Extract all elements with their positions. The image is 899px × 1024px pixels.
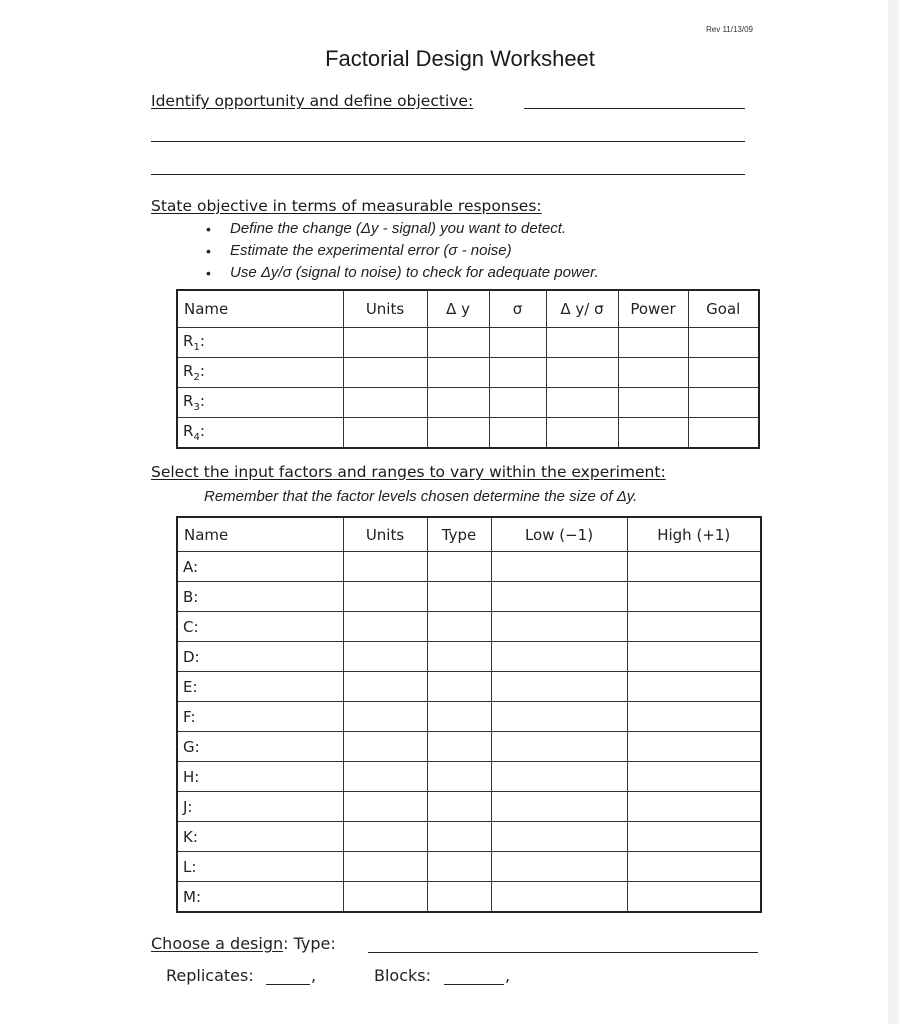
cell-goal[interactable] bbox=[688, 358, 759, 388]
cell-signal-noise[interactable] bbox=[546, 358, 618, 388]
cell-power[interactable] bbox=[618, 328, 688, 358]
table-row bbox=[177, 852, 761, 882]
table-row bbox=[177, 582, 761, 612]
bullet-item: • Define the change (Δy - signal) you want to detect. bbox=[206, 218, 599, 240]
cell-delta-y[interactable] bbox=[427, 418, 489, 449]
cell-goal[interactable] bbox=[688, 418, 759, 449]
header-low: Low (−1) bbox=[491, 517, 627, 552]
header-type: Type bbox=[427, 517, 491, 552]
cell-type[interactable] bbox=[427, 732, 491, 762]
objective-line-1[interactable] bbox=[524, 108, 745, 109]
cell-units[interactable] bbox=[343, 822, 427, 852]
factors-table bbox=[176, 516, 762, 913]
cell-units[interactable] bbox=[343, 882, 427, 913]
objective-line-3[interactable] bbox=[151, 174, 745, 175]
cell-high[interactable] bbox=[627, 852, 761, 882]
replicates-comma: , bbox=[311, 966, 317, 985]
cell-high[interactable] bbox=[627, 612, 761, 642]
responses-bullet-list bbox=[206, 218, 599, 284]
objective-heading: Identify opportunity and define objective: bbox=[151, 92, 474, 110]
factor-label: B: bbox=[177, 582, 343, 612]
page-title: Factorial Design Worksheet bbox=[325, 46, 595, 71]
cell-signal-noise[interactable] bbox=[546, 328, 618, 358]
factor-label: J: bbox=[177, 792, 343, 822]
cell-power[interactable] bbox=[618, 358, 688, 388]
cell-type[interactable] bbox=[427, 642, 491, 672]
cell-units[interactable] bbox=[343, 642, 427, 672]
cell-type[interactable] bbox=[427, 582, 491, 612]
cell-sigma[interactable] bbox=[489, 418, 546, 449]
header-sigma: σ bbox=[489, 290, 546, 328]
cell-low[interactable] bbox=[491, 762, 627, 792]
responses-table bbox=[176, 289, 760, 449]
cell-high[interactable] bbox=[627, 882, 761, 913]
cell-type[interactable] bbox=[427, 702, 491, 732]
response-label: $R_3$: bbox=[177, 388, 343, 418]
cell-low[interactable] bbox=[491, 852, 627, 882]
blocks-line[interactable] bbox=[444, 984, 504, 985]
header-delta-y: Δ y bbox=[427, 290, 489, 328]
cell-high[interactable] bbox=[627, 702, 761, 732]
cell-goal[interactable] bbox=[688, 328, 759, 358]
factor-label: L: bbox=[177, 852, 343, 882]
cell-delta-y[interactable] bbox=[427, 328, 489, 358]
factor-label: E: bbox=[177, 672, 343, 702]
cell-sigma[interactable] bbox=[489, 328, 546, 358]
bullet-icon: • bbox=[206, 221, 211, 237]
cell-high[interactable] bbox=[627, 822, 761, 852]
cell-units[interactable] bbox=[343, 418, 427, 449]
design-type-line[interactable] bbox=[368, 952, 758, 953]
cell-low[interactable] bbox=[491, 552, 627, 582]
cell-high[interactable] bbox=[627, 792, 761, 822]
replicates-line[interactable] bbox=[266, 984, 310, 985]
table-row bbox=[177, 732, 761, 762]
cell-units[interactable] bbox=[343, 672, 427, 702]
bullet-item: • Estimate the experimental error (σ - noise) bbox=[206, 240, 599, 262]
cell-units[interactable] bbox=[343, 582, 427, 612]
design-type-label: Choose a design: Type: bbox=[151, 934, 336, 953]
cell-units[interactable] bbox=[343, 732, 427, 762]
cell-delta-y[interactable] bbox=[427, 388, 489, 418]
cell-sigma[interactable] bbox=[489, 358, 546, 388]
table-row bbox=[177, 612, 761, 642]
table-row bbox=[177, 358, 759, 388]
header-name: Name bbox=[177, 290, 343, 328]
revision-date: Rev 11/13/09 bbox=[706, 25, 753, 34]
header-goal: Goal bbox=[688, 290, 759, 328]
factor-label: D: bbox=[177, 642, 343, 672]
table-row bbox=[177, 792, 761, 822]
replicates-label: Replicates: bbox=[166, 966, 254, 985]
cell-type[interactable] bbox=[427, 882, 491, 913]
factor-rows bbox=[177, 552, 761, 913]
header-units: Units bbox=[343, 517, 427, 552]
cell-units[interactable] bbox=[343, 792, 427, 822]
factors-note: Remember that the factor levels chosen determine the size of Δy. bbox=[204, 488, 638, 505]
cell-low[interactable] bbox=[491, 732, 627, 762]
responses-heading: State objective in terms of measurable responses: bbox=[151, 197, 542, 215]
cell-units[interactable] bbox=[343, 552, 427, 582]
cell-low[interactable] bbox=[491, 672, 627, 702]
table-row bbox=[177, 702, 761, 732]
response-label: $R_4$: bbox=[177, 418, 343, 449]
blocks-comma: , bbox=[505, 966, 511, 985]
factor-label: G: bbox=[177, 732, 343, 762]
cell-high[interactable] bbox=[627, 582, 761, 612]
cell-units[interactable] bbox=[343, 762, 427, 792]
cell-goal[interactable] bbox=[688, 388, 759, 418]
cell-type[interactable] bbox=[427, 792, 491, 822]
factor-label: C: bbox=[177, 612, 343, 642]
cell-low[interactable] bbox=[491, 792, 627, 822]
header-name: Name bbox=[177, 517, 343, 552]
cell-type[interactable] bbox=[427, 822, 491, 852]
factors-header-row bbox=[177, 517, 761, 552]
cell-units[interactable] bbox=[343, 702, 427, 732]
cell-type[interactable] bbox=[427, 672, 491, 702]
cell-type[interactable] bbox=[427, 762, 491, 792]
cell-low[interactable] bbox=[491, 582, 627, 612]
objective-line-2[interactable] bbox=[151, 141, 745, 142]
table-row bbox=[177, 882, 761, 913]
table-row bbox=[177, 418, 759, 449]
cell-type[interactable] bbox=[427, 612, 491, 642]
cell-low[interactable] bbox=[491, 882, 627, 913]
cell-low[interactable] bbox=[491, 642, 627, 672]
table-row bbox=[177, 388, 759, 418]
cell-low[interactable] bbox=[491, 822, 627, 852]
factor-label: M: bbox=[177, 882, 343, 913]
table-row bbox=[177, 822, 761, 852]
cell-power[interactable] bbox=[618, 418, 688, 449]
factor-label: K: bbox=[177, 822, 343, 852]
bullet-item: • Use Δy/σ (signal to noise) to check for adequate power. bbox=[206, 262, 599, 284]
cell-units[interactable] bbox=[343, 358, 427, 388]
responses-header-row bbox=[177, 290, 759, 328]
cell-high[interactable] bbox=[627, 642, 761, 672]
cell-low[interactable] bbox=[491, 612, 627, 642]
cell-delta-y[interactable] bbox=[427, 358, 489, 388]
cell-high[interactable] bbox=[627, 552, 761, 582]
response-label: $R_1$: bbox=[177, 328, 343, 358]
cell-high[interactable] bbox=[627, 762, 761, 792]
table-row bbox=[177, 672, 761, 702]
header-power: Power bbox=[618, 290, 688, 328]
cell-high[interactable] bbox=[627, 672, 761, 702]
factor-label: A: bbox=[177, 552, 343, 582]
cell-sigma[interactable] bbox=[489, 388, 546, 418]
cell-signal-noise[interactable] bbox=[546, 388, 618, 418]
cell-signal-noise[interactable] bbox=[546, 418, 618, 449]
cell-type[interactable] bbox=[427, 852, 491, 882]
header-signal-noise: Δ y/ σ bbox=[546, 290, 618, 328]
blocks-label: Blocks: bbox=[374, 966, 431, 985]
cell-high[interactable] bbox=[627, 732, 761, 762]
cell-type[interactable] bbox=[427, 552, 491, 582]
factor-label: H: bbox=[177, 762, 343, 792]
table-row bbox=[177, 552, 761, 582]
cell-units[interactable] bbox=[343, 388, 427, 418]
header-high: High (+1) bbox=[627, 517, 761, 552]
table-row bbox=[177, 762, 761, 792]
cell-power[interactable] bbox=[618, 388, 688, 418]
factor-label: F: bbox=[177, 702, 343, 732]
response-label: $R_2$: bbox=[177, 358, 343, 388]
bullet-icon: • bbox=[206, 243, 211, 259]
factors-heading: Select the input factors and ranges to vary within the experiment: bbox=[151, 463, 666, 481]
cell-units[interactable] bbox=[343, 852, 427, 882]
cell-low[interactable] bbox=[491, 702, 627, 732]
table-row bbox=[177, 328, 759, 358]
header-units: Units bbox=[343, 290, 427, 328]
bullet-icon: • bbox=[206, 265, 211, 281]
table-row bbox=[177, 642, 761, 672]
cell-units[interactable] bbox=[343, 612, 427, 642]
cell-units[interactable] bbox=[343, 328, 427, 358]
